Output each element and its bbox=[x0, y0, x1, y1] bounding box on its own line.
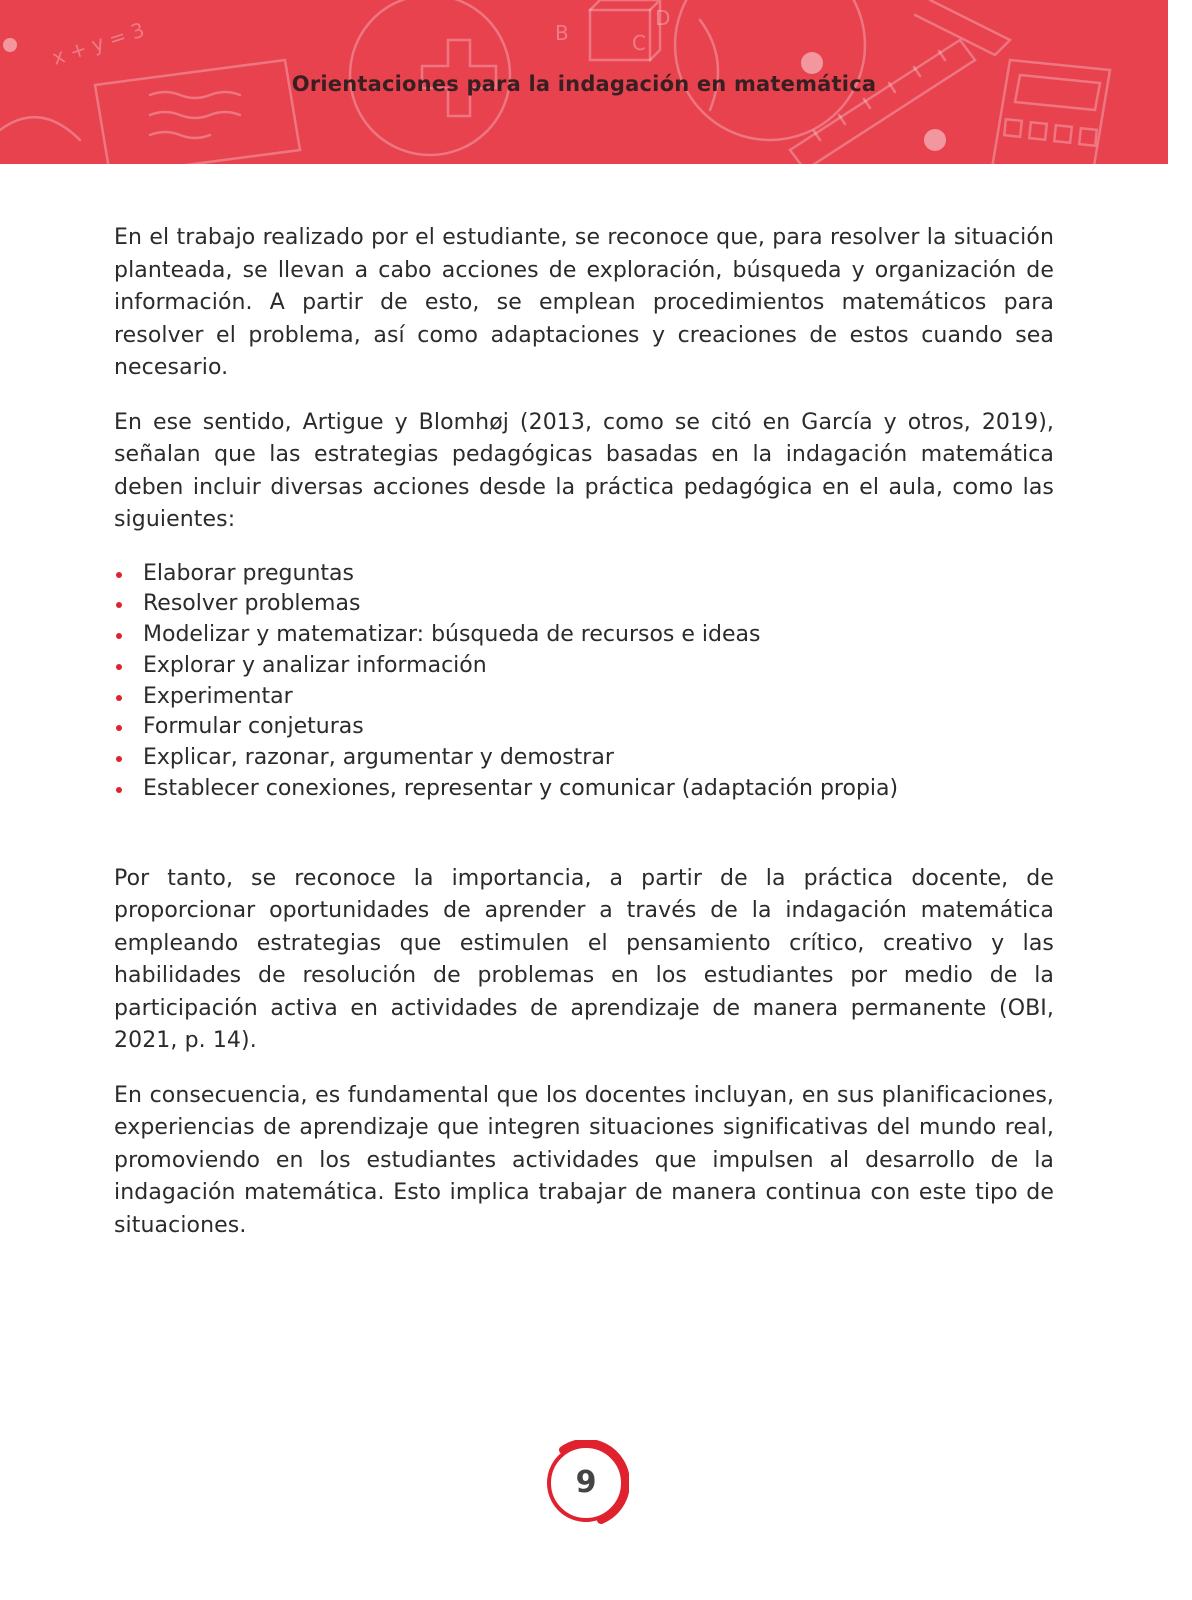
svg-text:D: D bbox=[655, 6, 671, 30]
paragraph-artigue-blomhoj: En ese sentido, Artigue y Blomhøj (2013, como se citó en García y otros, 2019), señalan que las estrategias pedagógicas basadas en la indagación matemática deben incluir diversas acciones desde la práctica pedagógica en el aula, como las siguientes: bbox=[114, 409, 1054, 532]
list-item: Explorar y analizar información bbox=[114, 651, 1054, 682]
bullet-icon bbox=[116, 664, 122, 670]
page-number: 9 bbox=[575, 1465, 597, 1500]
list-item: Experimentar bbox=[114, 682, 1054, 713]
bullet-icon bbox=[116, 725, 122, 731]
list-item: Explicar, razonar, argumentar y demostrar bbox=[114, 743, 1054, 774]
bullet-icon bbox=[116, 695, 122, 701]
page-number-badge bbox=[543, 1440, 629, 1526]
paragraph-importance: Por tanto, se reconoce la importancia, a partir de la práctica docente, de proporcionar oportunidades de aprender a través de la indagación matemática empleando estrategias que estimulen el pensamiento crítico, creativo y las habilidades de resolución de problemas en los estudiantes por medio de la participación activa en actividades de aprendizaje de manera permanente (OBI, 2021, p. 14). bbox=[114, 865, 1054, 1054]
bullet-icon bbox=[116, 633, 122, 639]
svg-text:B: B bbox=[555, 21, 569, 45]
list-item: Establecer conexiones, representar y comunicar (adaptación propia) bbox=[114, 774, 1054, 805]
list-item: Elaborar preguntas bbox=[114, 559, 1054, 590]
bullet-icon bbox=[116, 602, 122, 608]
list-item: Resolver problemas bbox=[114, 589, 1054, 620]
bullet-icon bbox=[116, 787, 122, 793]
page-body bbox=[114, 222, 1054, 1242]
strategies-list bbox=[114, 559, 1054, 805]
svg-text:C: C bbox=[632, 31, 646, 55]
svg-text:x + y = 3: x + y = 3 bbox=[49, 17, 148, 70]
paragraph-intro: En el trabajo realizado por el estudiante, se reconoce que, para resolver la situación planteada, se llevan a cabo acciones de exploración, búsqueda y organización de información. A partir de esto, se emplean procedimientos matemáticos para resolver el problema, así como adaptaciones y creaciones de estos cuando sea necesario. bbox=[114, 225, 1054, 380]
paragraph-consequence: En consecuencia, es fundamental que los docentes incluyan, en sus planificaciones, experiencias de aprendizaje que integren situaciones significativas del mundo real, promoviendo en los estudiantes actividades que impulsen al desarrollo de la indagación matemática. Esto implica trabajar de manera continua con este tipo de situaciones. bbox=[114, 1082, 1054, 1238]
running-header-title: Orientaciones para la indagación en matemática bbox=[291, 72, 877, 96]
page-header bbox=[0, 0, 1168, 164]
bullet-icon bbox=[116, 572, 122, 578]
bullet-icon bbox=[116, 756, 122, 762]
list-item: Formular conjeturas bbox=[114, 712, 1054, 743]
list-item: Modelizar y matematizar: búsqueda de recursos e ideas bbox=[114, 620, 1054, 651]
